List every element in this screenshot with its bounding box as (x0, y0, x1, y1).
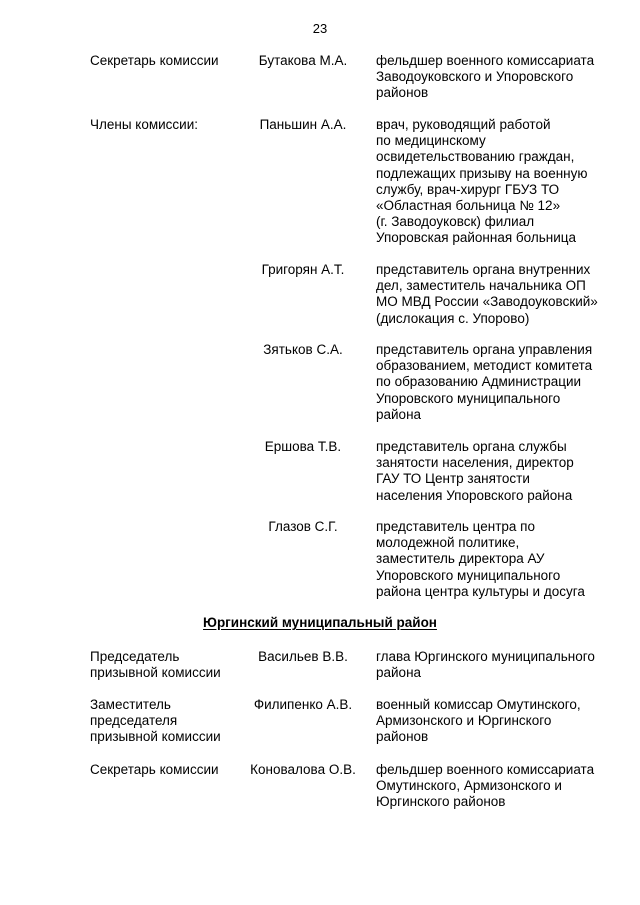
person-name: Бутакова М.А. (258, 53, 348, 68)
role-label: Члены комиссии: (90, 117, 199, 132)
role-label: Заместитель председателя призывной комиссии (90, 697, 221, 745)
page-number: 23 (312, 21, 328, 36)
person-name: Филипенко А.В. (253, 697, 353, 712)
person-name: Паньшин А.А. (259, 117, 347, 132)
person-name: Коновалова О.В. (250, 762, 356, 777)
position-description: фельдшер военного комиссариата Заводоуковского и Упоровского районов (376, 53, 595, 101)
position-description: представитель центра по молодежной политике, заместитель директора АУ Упоровского муниципального района центра культуры и досуга (376, 519, 585, 599)
position-description: представитель органа внутренних дел, заместитель начальника ОП МО МВД России «Заводоуковский» (дислокация с. Упорово) (376, 262, 598, 326)
position-description: военный комиссар Омутинского, Армизонского и Юргинского районов (376, 697, 581, 745)
position-description: представитель органа управления образованием, методист комитета по образованию Администрации Упоровского муниципального района (376, 342, 593, 422)
section-heading: Юргинский муниципальный район (203, 615, 437, 630)
role-label: Председатель призывной комиссии (90, 649, 221, 681)
person-name: Григорян А.Т. (261, 262, 345, 277)
position-description: фельдшер военного комиссариата Омутинского, Армизонского и Юргинского районов (376, 762, 595, 810)
position-description: представитель органа службы занятости населения, директор ГАУ ТО Центр занятости населения Упоровского района (376, 439, 574, 503)
person-name: Ершова Т.В. (264, 439, 342, 454)
person-name: Глазов С.Г. (268, 519, 338, 534)
position-description: глава Юргинского муниципального района (376, 649, 595, 681)
person-name: Васильев В.В. (258, 649, 348, 664)
role-label: Секретарь комиссии (90, 53, 219, 68)
person-name: Зятьков С.А. (263, 342, 343, 357)
position-description: врач, руководящий работой по медицинскому освидетельствованию граждан, подлежащих призыву на военную службу, врач-хирург ГБУЗ ТО «Областная больница № 12» (г. Заводоуковск) филиал Упоровская районная больница (376, 117, 588, 246)
role-label: Секретарь комиссии (90, 762, 219, 777)
